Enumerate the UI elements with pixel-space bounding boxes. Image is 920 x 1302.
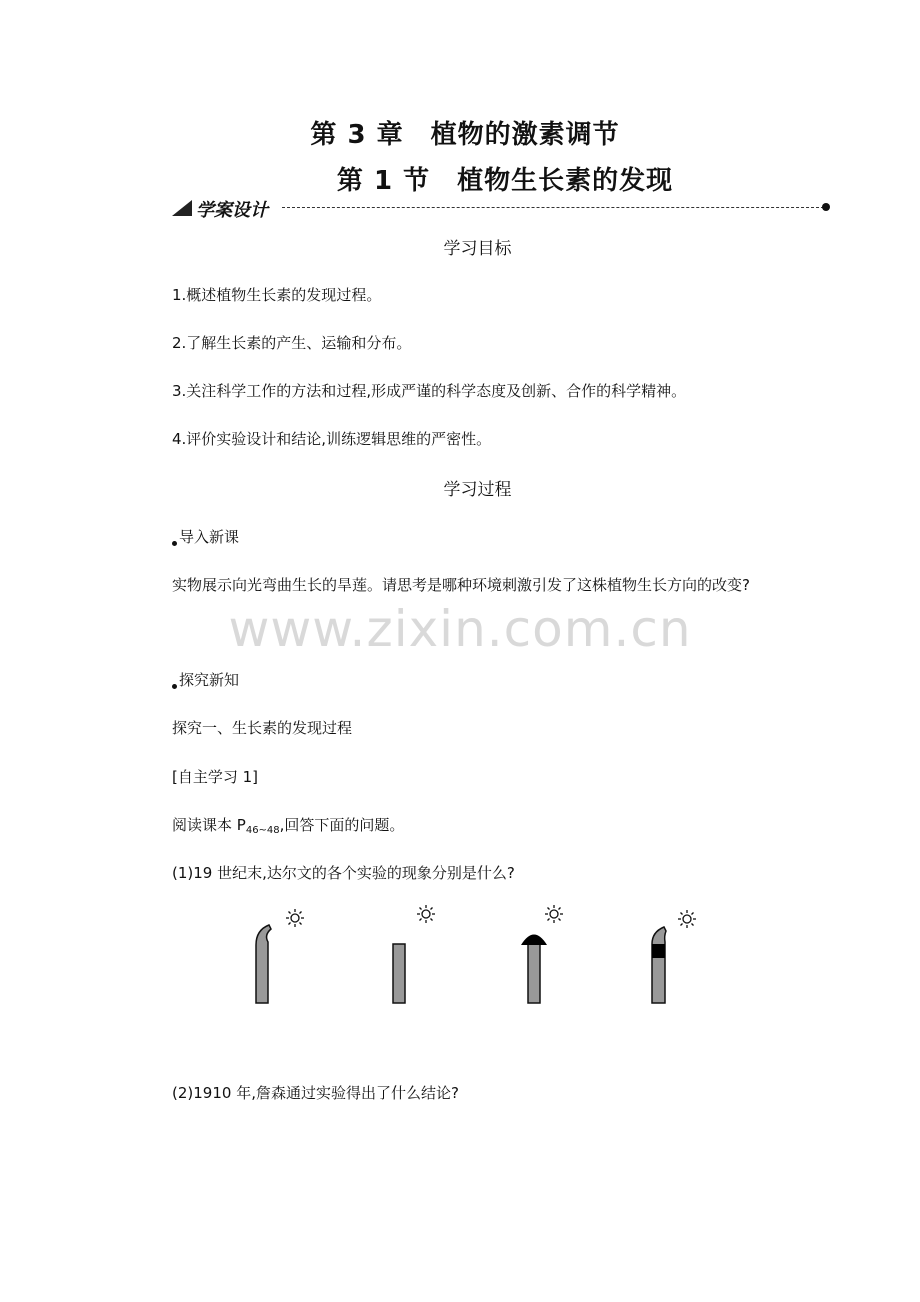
goals-heading: 学习目标 bbox=[443, 239, 512, 259]
seedling-1-bending bbox=[256, 925, 271, 1003]
sun-icon bbox=[286, 909, 304, 927]
goal-item-3: 3.关注科学工作的方法和过程,形成严谨的科学态度及创新、合作的科学精神。 bbox=[172, 382, 687, 400]
explore-label bbox=[172, 669, 239, 690]
goal-item-4: 4.评价实验设计和结论,训练逻辑思维的严密性。 bbox=[172, 430, 492, 448]
explore-title: 探究一、生长素的发现过程 bbox=[172, 719, 353, 737]
reading-instruction bbox=[172, 814, 404, 836]
reading-prefix: 阅读课本 P bbox=[172, 816, 246, 834]
section-title: 第 1 节 植物生长素的发现 bbox=[336, 166, 674, 196]
banner-triangle-icon bbox=[172, 200, 192, 216]
process-heading: 学习过程 bbox=[443, 480, 512, 500]
self-study-label: [自主学习 1] bbox=[172, 768, 259, 786]
darwin-experiments-figure bbox=[240, 900, 710, 1010]
sun-icon bbox=[417, 905, 435, 923]
seedling-4-base-covered bbox=[652, 927, 666, 1003]
goal-item-1: 1.概述植物生长素的发现过程。 bbox=[172, 286, 382, 304]
section-banner bbox=[170, 196, 830, 222]
explore-label-text: 探究新知 bbox=[179, 671, 240, 689]
intro-label-text: 导入新课 bbox=[179, 528, 240, 546]
bullet-icon bbox=[172, 684, 177, 689]
question-2: (2)1910 年,詹森通过实验得出了什么结论? bbox=[172, 1084, 459, 1102]
banner-label: 学案设计 bbox=[196, 200, 268, 221]
watermark: www.zixin.com.cn bbox=[228, 600, 692, 658]
reading-suffix: ,回答下面的问题。 bbox=[279, 816, 405, 834]
seedling-2-decapitated bbox=[393, 944, 405, 1003]
bullet-icon bbox=[172, 541, 177, 546]
reading-pages: 46~48 bbox=[245, 825, 280, 836]
seedling-3-tip-capped bbox=[521, 935, 547, 1004]
question-1: (1)19 世纪末,达尔文的各个实验的现象分别是什么? bbox=[172, 864, 515, 882]
sun-icon bbox=[545, 905, 563, 923]
chapter-title: 第 3 章 植物的激素调节 bbox=[310, 120, 620, 150]
sun-icon bbox=[678, 910, 696, 928]
intro-label bbox=[172, 526, 239, 547]
banner-divider bbox=[282, 207, 824, 208]
goal-item-2: 2.了解生长素的产生、运输和分布。 bbox=[172, 334, 412, 352]
intro-text: 实物展示向光弯曲生长的旱莲。请思考是哪种环境刺激引发了这株植物生长方向的改变? bbox=[172, 576, 750, 594]
banner-end-dot-icon bbox=[822, 203, 830, 211]
